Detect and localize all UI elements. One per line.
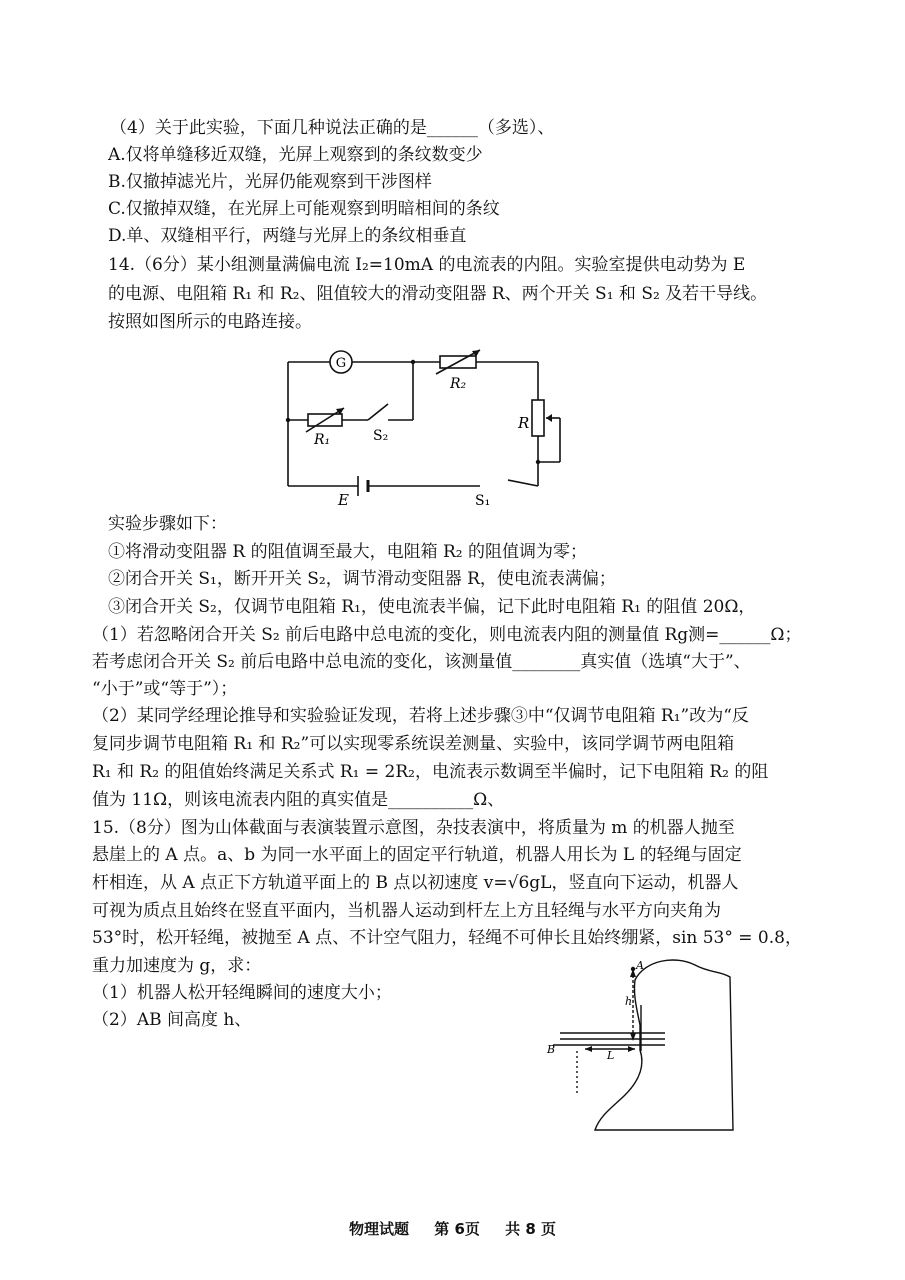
q14-part1-line-3: “小于”或“等于”）； — [92, 679, 238, 699]
circuit-label-r1: R₁ — [314, 432, 331, 448]
q13-4-option-d: D.单、双缝相平行，两缝与光屏上的条纹相垂直 — [108, 226, 467, 246]
circuit-label-e: E — [338, 491, 349, 509]
q14-part2-line-1: （2）某同学经理论推导和实验验证发现，若将上述步骤③中“仅调节电阻箱 R₁”改为“反 — [92, 706, 749, 726]
q14-intro-line-1: 14.（6分）某小组测量满偏电流 I₂=10mA 的电流表的内阻。实验室提供电动势为 E — [108, 255, 746, 275]
q15-intro-line-6: 重力加速度为 g，求： — [92, 956, 262, 976]
q15-intro-line-2: 悬崖上的 A 点。a、b 为同一水平面上的固定平行轨道，机器人用长为 L 的轻绳与固定 — [92, 845, 742, 865]
q13-4-option-b: B.仅撤掉滤光片，光屏仍能观察到干涉图样 — [108, 172, 432, 192]
q15-intro-line-1: 15.（8分）图为山体截面与表演装置示意图，杂技表演中，将质量为 m 的机器人抛至 — [92, 818, 735, 838]
q15-question-2: （2）AB 间高度 h、 — [92, 1010, 252, 1030]
figure-label-h: h — [625, 995, 633, 1008]
q14-step-2: ②闭合开关 S₁，断开开关 S₂，调节滑动变阻器 R，使电流表满偏； — [108, 569, 616, 589]
q14-part2-line-4: 值为 11Ω，则该电流表内阻的真实值是__________Ω、 — [92, 790, 505, 810]
q14-step-1: ①将滑动变阻器 R 的阻值调至最大，电阻箱 R₂ 的阻值调为零； — [108, 542, 588, 562]
q13-4-option-c: C.仅撤掉双缝，在光屏上可能观察到明暗相间的条纹 — [108, 199, 500, 219]
q14-part1-line-2: 若考虑闭合开关 S₂ 前后电路中总电流的变化，该测量值________真实值（选填“大于”、 — [92, 652, 751, 672]
circuit-label-g: G — [335, 356, 347, 371]
circuit-label-r2: R₂ — [450, 376, 467, 392]
q14-intro-line-3: 按照如图所示的电路连接。 — [108, 312, 312, 332]
figure-label-b: B — [547, 1043, 556, 1056]
circuit-label-s2: S₂ — [373, 428, 389, 444]
footer-total: 共 8 页 — [505, 1220, 557, 1238]
q14-intro-line-2: 的电源、电阻箱 R₁ 和 R₂、阻值较大的滑动变阻器 R、两个开关 S₁ 和 S₂ 及若干导线。 — [108, 284, 768, 304]
q15-intro-line-5: 53°时，松开轻绳，被抛至 A 点、不计空气阻力，轻绳不可伸长且始终绷紧，sin 53° = 0.8， — [92, 928, 802, 948]
q15-intro-line-3: 杆相连，从 A 点正下方轨道平面上的 B 点以初速度 v=√6gL，竖直向下运动，机器人 — [92, 873, 739, 893]
circuit-diagram — [270, 340, 580, 515]
q14-steps-title: 实验步骤如下： — [108, 514, 227, 534]
figure-label-l: L — [607, 1049, 615, 1062]
q15-intro-line-4: 可视为质点且始终在竖直平面内，当机器人运动到杆左上方且轻绳与水平方向夹角为 — [92, 901, 721, 921]
circuit-label-s1: S₁ — [475, 493, 491, 509]
figure-label-a: A — [636, 959, 644, 972]
q13-4-option-a: A.仅将单缝移近双缝，光屏上观察到的条纹数变少 — [108, 145, 483, 165]
q14-part1-line-1: （1）若忽略闭合开关 S₂ 前后电路中总电流的变化，则电流表内阻的测量值 Rg测=______Ω； — [92, 625, 802, 645]
q14-part2-line-3: R₁ 和 R₂ 的阻值始终满足关系式 R₁ = 2R₂，电流表示数调至半偏时，记下电阻箱 R₂ 的阻 — [92, 762, 769, 782]
cliff-figure — [545, 955, 745, 1135]
circuit-label-r: R — [518, 414, 530, 432]
q13-4-stem: （4）关于此实验，下面几种说法正确的是______（多选）、 — [110, 118, 555, 138]
footer-page: 第 6页 — [434, 1220, 480, 1238]
q14-part2-line-2: 复同步调节电阻箱 R₁ 和 R₂”可以实现零系统误差测量、实验中，该同学调节两电阻箱 — [92, 734, 735, 754]
footer-subject: 物理试题 — [348, 1220, 409, 1238]
q14-step-3: ③闭合开关 S₂，仅调节电阻箱 R₁，使电流表半偏，记下此时电阻箱 R₁ 的阻值 20Ω， — [108, 597, 756, 617]
page-footer — [0, 1218, 905, 1239]
q15-question-1: （1）机器人松开轻绳瞬间的速度大小； — [92, 983, 392, 1003]
